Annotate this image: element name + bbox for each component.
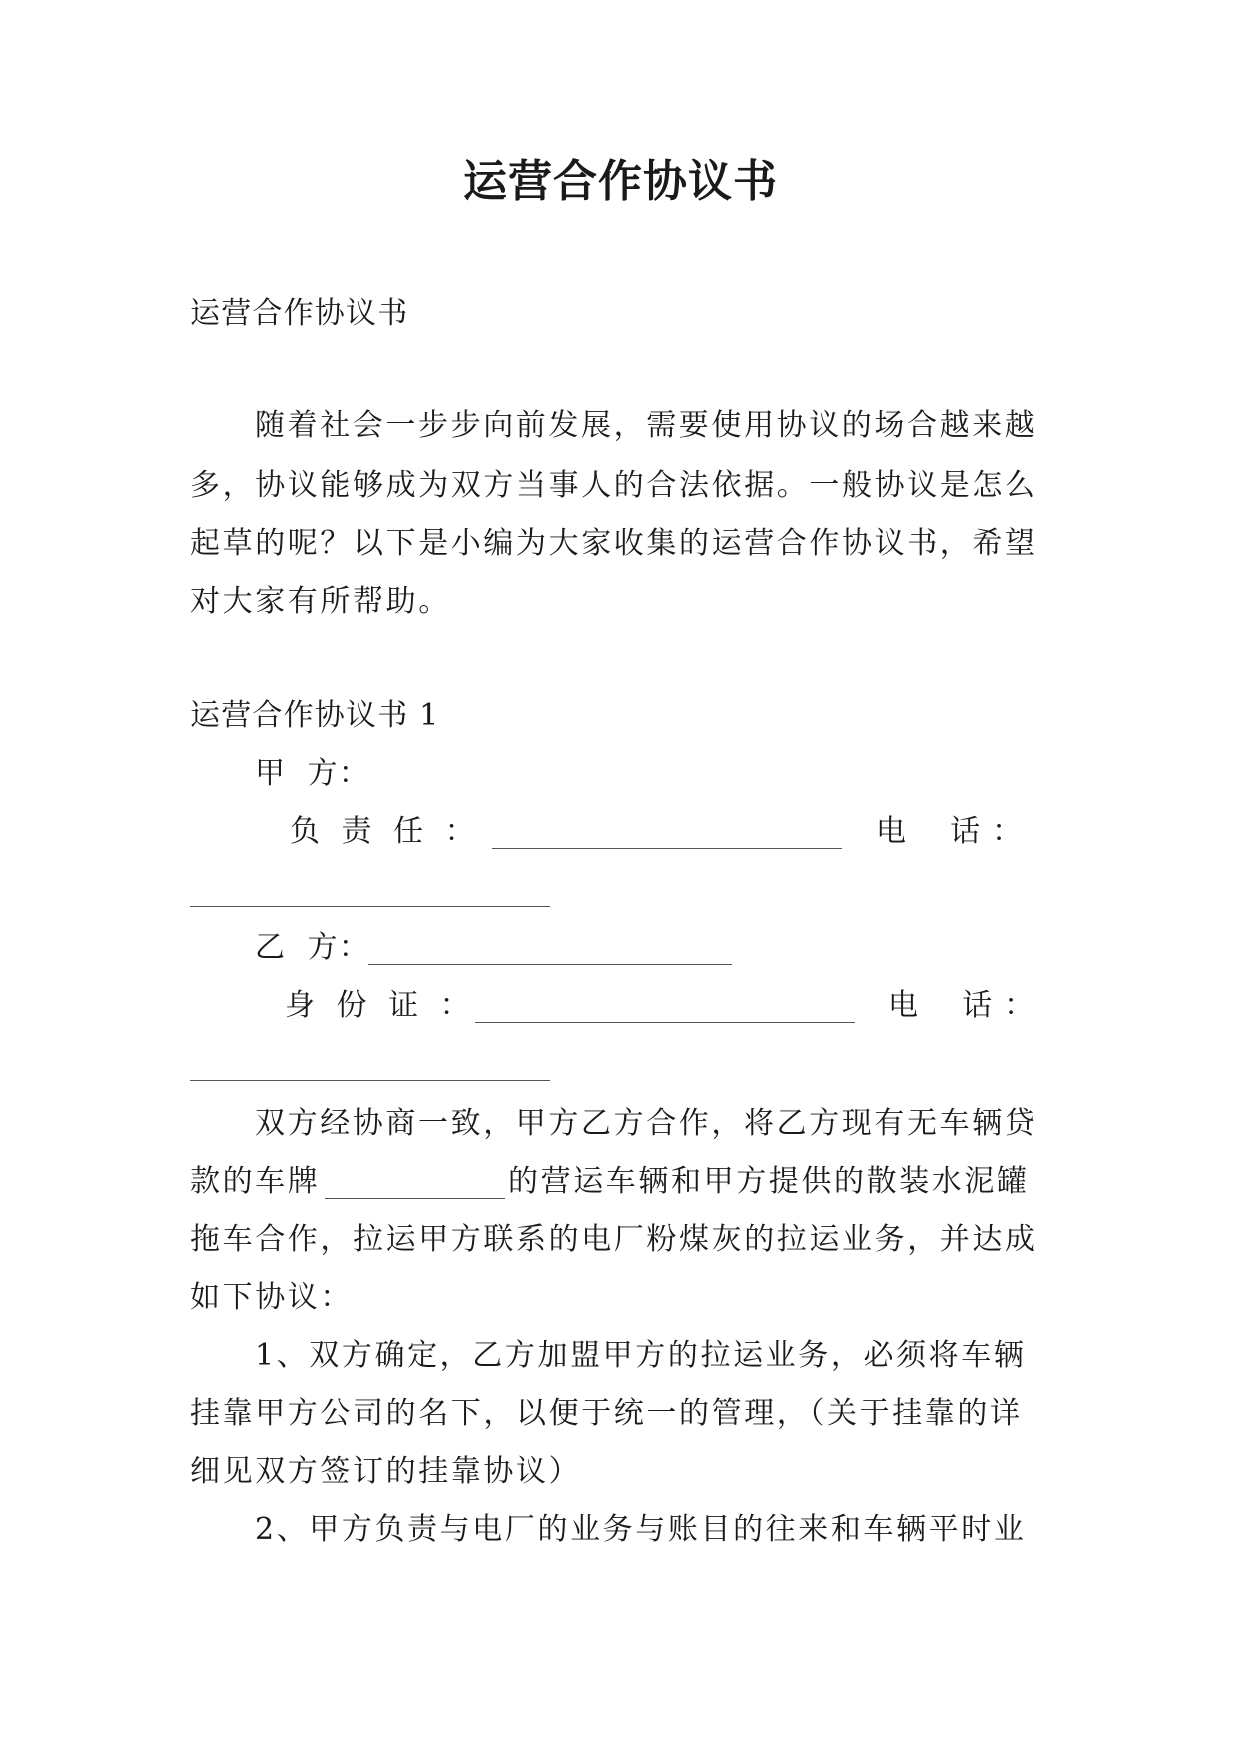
party-b-phone-label: 电 话 ： bbox=[888, 988, 1036, 1023]
body-line-3: 拖车合作，拉运甲方联系的电厂粉煤灰的拉运业务，并达成 bbox=[190, 1222, 1038, 1257]
responsible-blank bbox=[492, 848, 842, 849]
clause-2-line-1: 2、甲方负责与电厂的业务与账目的往来和车辆平时业 bbox=[255, 1512, 1027, 1547]
clause-1-line-3: 细见双方签订的挂靠协议） bbox=[190, 1454, 582, 1489]
document-subtitle: 运营合作协议书 bbox=[190, 296, 409, 331]
document-title: 运营合作协议书 bbox=[463, 156, 778, 207]
body-line-1: 双方经协商一致，甲方乙方合作，将乙方现有无车辆贷 bbox=[255, 1106, 1038, 1141]
body-line-4: 如下协议： bbox=[190, 1280, 353, 1315]
party-b-label: 乙 方： bbox=[255, 930, 371, 965]
body-line-2-end: 的营运车辆和甲方提供的散装水泥罐 bbox=[508, 1164, 1030, 1199]
intro-line-2: 多，协议能够成为双方当事人的合法依据。一般协议是怎么 bbox=[190, 468, 1038, 503]
party-a-label: 甲 方： bbox=[255, 756, 371, 791]
body-line-2-start: 款的车牌 bbox=[190, 1164, 321, 1199]
party-b-phone-blank bbox=[190, 1080, 550, 1081]
party-b-blank bbox=[368, 964, 732, 965]
section-title: 运营合作协议书 1 bbox=[190, 698, 440, 733]
party-a-phone-blank bbox=[190, 906, 550, 907]
id-blank bbox=[475, 1022, 855, 1023]
intro-line-1: 随着社会一步步向前发展，需要使用协议的场合越来越 bbox=[255, 408, 1038, 443]
responsible-label: 负 责 任 ： bbox=[290, 814, 481, 849]
clause-1-line-2: 挂靠甲方公司的名下，以便于统一的管理，（关于挂靠的详 bbox=[190, 1396, 1023, 1431]
clause-1-line-1: 1、双方确定，乙方加盟甲方的拉运业务，必须将车辆 bbox=[255, 1338, 1027, 1373]
intro-line-3: 起草的呢？以下是小编为大家收集的运营合作协议书，希望 bbox=[190, 526, 1038, 561]
id-label: 身 份 证 ： bbox=[285, 988, 476, 1023]
intro-line-4: 对大家有所帮助。 bbox=[190, 584, 451, 619]
party-a-phone-label: 电 话 ： bbox=[876, 814, 1024, 849]
plate-number-blank bbox=[325, 1198, 505, 1199]
